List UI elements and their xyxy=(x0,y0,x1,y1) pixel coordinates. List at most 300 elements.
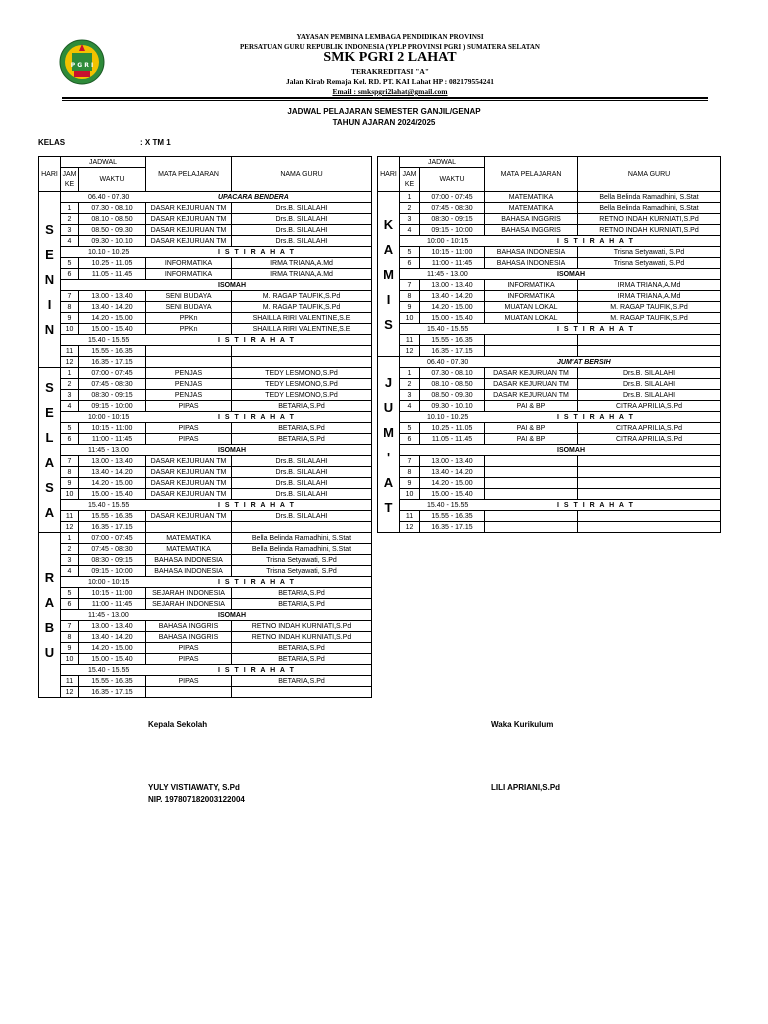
table-row xyxy=(39,577,372,588)
day-letter: L xyxy=(45,430,54,445)
table-row xyxy=(39,258,372,269)
table-row xyxy=(378,511,721,522)
teacher-cell xyxy=(578,522,721,533)
table-row xyxy=(39,599,372,610)
subject-cell: INFORMATIKA xyxy=(485,291,578,302)
jam-cell: 3 xyxy=(61,390,79,401)
jam-cell: 6 xyxy=(400,434,420,445)
subject-cell xyxy=(485,346,578,357)
table-row xyxy=(378,467,721,478)
teacher-cell: RETNO INDAH KURNIATI,S.Pd xyxy=(578,225,721,236)
teacher-cell xyxy=(578,478,721,489)
break-row xyxy=(61,247,372,258)
subject-cell xyxy=(485,467,578,478)
jam-cell: 5 xyxy=(400,423,420,434)
subject-cell: MATEMATIKA xyxy=(146,544,232,555)
break-time: 10.10 - 10.25 xyxy=(88,248,130,256)
table-row xyxy=(39,357,372,368)
teacher-cell xyxy=(232,346,372,357)
jam-cell: 2 xyxy=(400,203,420,214)
break-row xyxy=(61,610,372,621)
teacher-cell: Trisna Setyawati, S.Pd xyxy=(232,555,372,566)
subject-cell: SEJARAH INDONESIA xyxy=(146,599,232,610)
table-row xyxy=(39,687,372,698)
teacher-cell: IRMA TRIANA,A.Md xyxy=(232,269,372,280)
col-jadwal: JADWAL xyxy=(61,157,146,168)
teacher-cell: SHAILLA RIRI VALENTINE,S.E xyxy=(232,324,372,335)
teacher-cell: Drs.B. SILALAHI xyxy=(232,214,372,225)
jam-cell: 10 xyxy=(400,313,420,324)
break-time: 10:00 - 10:15 xyxy=(427,237,469,245)
table-row xyxy=(39,555,372,566)
table-row xyxy=(39,522,372,533)
subject-cell: DASAR KEJURUAN TM xyxy=(146,511,232,522)
teacher-cell: Drs.B. SILALAHI xyxy=(232,489,372,500)
jam-cell: 2 xyxy=(400,379,420,390)
subject-cell: BAHASA INDONESIA xyxy=(485,258,578,269)
table-row xyxy=(39,236,372,247)
time-cell: 07:00 - 07:45 xyxy=(420,192,485,203)
table-row xyxy=(39,533,372,544)
table-row xyxy=(39,302,372,313)
time-cell: 13.00 - 13.40 xyxy=(420,456,485,467)
jam-cell: 3 xyxy=(400,214,420,225)
time-cell: 11.05 - 11.45 xyxy=(79,269,146,280)
day-cell xyxy=(39,192,61,368)
time-cell: 07.30 - 08.10 xyxy=(79,203,146,214)
col-hari: HARI xyxy=(378,157,400,192)
subject-cell: BAHASA INDONESIA xyxy=(146,566,232,577)
break-row xyxy=(400,236,721,247)
break-row xyxy=(61,665,372,676)
time-cell: 15.55 - 16.35 xyxy=(420,335,485,346)
subject-cell xyxy=(485,522,578,533)
jam-cell: 2 xyxy=(61,214,79,225)
table-row xyxy=(378,368,721,379)
teacher-cell: CITRA APRILIA,S.Pd xyxy=(578,401,721,412)
time-cell: 15.00 - 15.40 xyxy=(79,654,146,665)
table-row xyxy=(39,346,372,357)
subject-cell: DASAR KEJURUAN TM xyxy=(146,467,232,478)
subject-cell xyxy=(146,522,232,533)
jam-cell: 11 xyxy=(400,511,420,522)
time-cell: 09:15 - 10:00 xyxy=(79,566,146,577)
subject-cell: SENI BUDAYA xyxy=(146,302,232,313)
break-time: 06.40 - 07.30 xyxy=(88,193,130,201)
time-cell: 15.55 - 16.35 xyxy=(79,511,146,522)
teacher-cell: BETARIA,S.Pd xyxy=(232,599,372,610)
jam-cell: 4 xyxy=(61,566,79,577)
time-cell: 08.50 - 09.30 xyxy=(79,225,146,236)
jam-cell: 9 xyxy=(400,302,420,313)
time-cell: 07:45 - 08:30 xyxy=(79,544,146,555)
table-row xyxy=(39,588,372,599)
jam-cell: 9 xyxy=(61,313,79,324)
table-row xyxy=(39,247,372,258)
jam-cell: 8 xyxy=(400,291,420,302)
time-cell: 14.20 - 15.00 xyxy=(79,643,146,654)
teacher-cell: BETARIA,S.Pd xyxy=(232,434,372,445)
jam-cell: 8 xyxy=(400,467,420,478)
table-row xyxy=(39,478,372,489)
table-row xyxy=(378,269,721,280)
subject-cell: DASAR KEJURUAN TM xyxy=(485,390,578,401)
jam-cell: 7 xyxy=(61,456,79,467)
break-label: I S T I R A H A T xyxy=(557,237,635,245)
teacher-cell: M. RAGAP TAUFIK,S.Pd xyxy=(232,302,372,313)
break-time: 11:45 - 13.00 xyxy=(427,270,468,278)
day-letter: T xyxy=(384,499,393,515)
teacher-cell: Trisna Setyawati, S.Pd xyxy=(232,566,372,577)
table-row xyxy=(378,412,721,423)
time-cell: 16.35 - 17.15 xyxy=(420,522,485,533)
jam-cell: 6 xyxy=(61,434,79,445)
break-time: 10:00 - 10:15 xyxy=(88,413,130,421)
table-row xyxy=(378,324,721,335)
signature-right-name: LILI APRIANI,S.Pd xyxy=(491,783,561,792)
jam-cell: 6 xyxy=(61,599,79,610)
day-letter: A xyxy=(44,505,55,520)
break-label: ISOMAH xyxy=(218,611,246,619)
teacher-cell: Drs.B. SILALAHI xyxy=(232,467,372,478)
subject-cell: MATEMATIKA xyxy=(485,192,578,203)
table-row xyxy=(378,445,721,456)
jam-cell: 12 xyxy=(61,522,79,533)
break-label: ISOMAH xyxy=(557,446,585,454)
table-row xyxy=(39,665,372,676)
table-row xyxy=(39,335,372,346)
table-row xyxy=(39,368,372,379)
table-row xyxy=(39,280,372,291)
table-row xyxy=(378,280,721,291)
teacher-cell xyxy=(578,489,721,500)
time-cell: 13.00 - 13.40 xyxy=(420,280,485,291)
teacher-cell: SHAILLA RIRI VALENTINE,S.E xyxy=(232,313,372,324)
teacher-cell: BETARIA,S.Pd xyxy=(232,654,372,665)
time-cell: 11:00 - 11:45 xyxy=(79,434,146,445)
jam-cell: 10 xyxy=(61,654,79,665)
school-email[interactable]: Email : smkspgri2lahat@gmail.com xyxy=(332,87,448,96)
time-cell: 10:15 - 11:00 xyxy=(420,247,485,258)
time-cell: 14.20 - 15.00 xyxy=(420,302,485,313)
subject-cell: BAHASA INGGRIS xyxy=(485,225,578,236)
jam-cell: 11 xyxy=(61,346,79,357)
time-cell: 14.20 - 15.00 xyxy=(420,478,485,489)
table-row xyxy=(378,225,721,236)
table-row xyxy=(378,313,721,324)
teacher-cell xyxy=(232,687,372,698)
signature-right-title: Waka Kurikulum xyxy=(491,720,554,729)
break-label: UPACARA BENDERA xyxy=(218,193,289,201)
teacher-cell: TEDY LESMONO,S.Pd xyxy=(232,368,372,379)
day-letter: I xyxy=(47,297,52,312)
break-label: ISOMAH xyxy=(218,446,246,454)
table-row xyxy=(39,291,372,302)
day-letter: A xyxy=(44,455,55,470)
time-cell: 14.20 - 15.00 xyxy=(79,313,146,324)
table-row xyxy=(39,511,372,522)
jam-cell: 3 xyxy=(61,555,79,566)
table-row xyxy=(39,324,372,335)
table-row xyxy=(378,500,721,511)
table-row xyxy=(378,291,721,302)
table-row xyxy=(378,522,721,533)
jam-cell: 4 xyxy=(61,236,79,247)
day-letter: S xyxy=(45,480,54,495)
table-row xyxy=(378,258,721,269)
day-letter: J xyxy=(384,374,393,390)
break-row xyxy=(61,412,372,423)
day-letter: U xyxy=(44,645,55,660)
jam-cell: 11 xyxy=(400,335,420,346)
table-row xyxy=(378,434,721,445)
table-row xyxy=(378,203,721,214)
time-cell: 16.35 - 17.15 xyxy=(79,357,146,368)
break-row xyxy=(61,500,372,511)
subject-cell: BAHASA INGGRIS xyxy=(146,621,232,632)
jam-cell: 2 xyxy=(61,379,79,390)
subject-cell: INFORMATIKA xyxy=(146,269,232,280)
teacher-cell: Drs.B. SILALAHI xyxy=(232,456,372,467)
subject-cell xyxy=(485,478,578,489)
time-cell: 15.55 - 16.35 xyxy=(79,346,146,357)
time-cell: 07:45 - 08:30 xyxy=(79,379,146,390)
logo-text: P G R I xyxy=(70,62,94,69)
time-cell: 08.10 - 08.50 xyxy=(420,379,485,390)
teacher-cell: BETARIA,S.Pd xyxy=(232,401,372,412)
table-row xyxy=(378,247,721,258)
col-mapel: MATA PELAJARAN xyxy=(485,157,578,192)
subject-cell: DASAR KEJURUAN TM xyxy=(146,456,232,467)
jam-cell: 7 xyxy=(61,621,79,632)
table-row xyxy=(378,214,721,225)
jam-cell: 8 xyxy=(61,632,79,643)
table-row xyxy=(39,610,372,621)
time-cell: 09.30 - 10.10 xyxy=(420,401,485,412)
break-label: I S T I R A H A T xyxy=(218,413,296,421)
break-label: I S T I R A H A T xyxy=(218,578,296,586)
table-row xyxy=(378,335,721,346)
day-letter: N xyxy=(44,322,55,337)
break-row xyxy=(400,269,721,280)
table-row xyxy=(39,621,372,632)
teacher-cell: CITRA APRILIA,S.Pd xyxy=(578,434,721,445)
teacher-cell: Drs.B. SILALAHI xyxy=(578,390,721,401)
jam-cell: 6 xyxy=(61,269,79,280)
col-guru: NAMA GURU xyxy=(578,157,721,192)
teacher-cell: BETARIA,S.Pd xyxy=(232,588,372,599)
teacher-cell: M. RAGAP TAUFIK,S.Pd xyxy=(232,291,372,302)
jam-cell: 7 xyxy=(400,456,420,467)
time-cell: 13.00 - 13.40 xyxy=(79,621,146,632)
day-letter: ' xyxy=(386,449,391,465)
break-row xyxy=(400,500,721,511)
teacher-cell: Drs.B. SILALAHI xyxy=(232,478,372,489)
kelas-label: KELAS xyxy=(38,138,66,147)
day-letter: U xyxy=(383,399,394,415)
org-line-2: PERSATUAN GURU REPUBLIK INDONESIA (YPLP PROVINSI PGRI ) SUMATERA SELATAN xyxy=(240,43,540,51)
subject-cell xyxy=(485,489,578,500)
col-waktu: WAKTU xyxy=(79,168,146,192)
subject-cell: PENJAS xyxy=(146,368,232,379)
table-row xyxy=(39,643,372,654)
subject-cell: PAI & BP xyxy=(485,401,578,412)
table-row xyxy=(378,192,721,203)
teacher-cell: Bella Belinda Ramadhini, S.Stat xyxy=(232,544,372,555)
break-time: 15.40 - 15.55 xyxy=(88,336,130,344)
subject-cell: PIPAS xyxy=(146,434,232,445)
teacher-cell: TEDY LESMONO,S.Pd xyxy=(232,379,372,390)
time-cell: 13.40 - 14.20 xyxy=(79,302,146,313)
table-row xyxy=(39,434,372,445)
col-jam-ke: JAM KE xyxy=(400,168,420,192)
table-row xyxy=(39,313,372,324)
table-row xyxy=(378,423,721,434)
teacher-cell xyxy=(578,467,721,478)
break-label: I S T I R A H A T xyxy=(557,501,635,509)
teacher-cell: Drs.B. SILALAHI xyxy=(232,236,372,247)
day-letter: A xyxy=(383,474,394,490)
jam-cell: 11 xyxy=(61,511,79,522)
subject-cell: DASAR KEJURUAN TM xyxy=(146,478,232,489)
break-row xyxy=(61,335,372,346)
time-cell: 09:15 - 10:00 xyxy=(79,401,146,412)
day-letter: B xyxy=(44,620,55,635)
time-cell: 07:00 - 07:45 xyxy=(79,533,146,544)
jam-cell: 10 xyxy=(400,489,420,500)
teacher-cell: RETNO INDAH KURNIATI,S.Pd xyxy=(232,632,372,643)
teacher-cell xyxy=(232,357,372,368)
signature-left-name: YULY VISTIAWATY, S.Pd xyxy=(148,783,240,792)
break-row xyxy=(400,445,721,456)
day-letter: S xyxy=(45,380,54,395)
col-jam-ke: JAM KE xyxy=(61,168,79,192)
jam-cell: 3 xyxy=(61,225,79,236)
jam-cell: 11 xyxy=(61,676,79,687)
table-row xyxy=(378,390,721,401)
pgri-logo xyxy=(58,38,106,86)
col-guru: NAMA GURU xyxy=(232,157,372,192)
break-row xyxy=(61,577,372,588)
subject-cell: PIPAS xyxy=(146,423,232,434)
day-letter: E xyxy=(45,247,54,262)
time-cell: 15.00 - 15.40 xyxy=(79,324,146,335)
subject-cell: DASAR KEJURUAN TM xyxy=(485,368,578,379)
teacher-cell: IRMA TRIANA,A.Md xyxy=(232,258,372,269)
break-label: I S T I R A H A T xyxy=(218,248,296,256)
table-row xyxy=(39,489,372,500)
subject-cell xyxy=(485,456,578,467)
time-cell: 07.30 - 08.10 xyxy=(420,368,485,379)
break-time: 11:45 - 13.00 xyxy=(88,611,129,619)
time-cell: 08:30 - 09:15 xyxy=(79,390,146,401)
subject-cell: INFORMATIKA xyxy=(485,280,578,291)
subject-cell: SEJARAH INDONESIA xyxy=(146,588,232,599)
jam-cell: 1 xyxy=(61,203,79,214)
table-row xyxy=(39,456,372,467)
break-time: 06.40 - 07.30 xyxy=(427,358,469,366)
jam-cell: 1 xyxy=(61,368,79,379)
day-letter: S xyxy=(45,222,54,237)
subject-cell: DASAR KEJURUAN TM xyxy=(146,214,232,225)
day-letter: M xyxy=(383,266,394,282)
table-row xyxy=(39,379,372,390)
subject-cell: BAHASA INDONESIA xyxy=(485,247,578,258)
day-letter: A xyxy=(383,241,394,257)
teacher-cell: Bella Belinda Ramadhini, S.Stat xyxy=(578,203,721,214)
teacher-cell: BETARIA,S.Pd xyxy=(232,676,372,687)
jam-cell: 12 xyxy=(61,357,79,368)
jam-cell: 6 xyxy=(400,258,420,269)
table-row xyxy=(378,346,721,357)
table-row xyxy=(39,544,372,555)
day-cell xyxy=(39,533,61,698)
time-cell: 09.30 - 10.10 xyxy=(79,236,146,247)
table-row xyxy=(378,357,721,368)
col-jadwal: JADWAL xyxy=(400,157,485,168)
subject-cell xyxy=(146,687,232,698)
col-mapel: MATA PELAJARAN xyxy=(146,157,232,192)
col-hari: HARI xyxy=(39,157,61,192)
break-label: JUM'AT BERSIH xyxy=(557,358,611,366)
special-event-row xyxy=(400,357,721,368)
time-cell: 16.35 - 17.15 xyxy=(79,522,146,533)
jam-cell: 4 xyxy=(400,225,420,236)
subject-cell: DASAR KEJURUAN TM xyxy=(485,379,578,390)
subject-cell: PIPAS xyxy=(146,676,232,687)
jam-cell: 12 xyxy=(61,687,79,698)
time-cell: 10:15 - 11:00 xyxy=(79,423,146,434)
day-letter: M xyxy=(383,424,394,440)
time-cell: 10.25 - 11.05 xyxy=(79,258,146,269)
break-time: 15.40 - 15.55 xyxy=(88,501,130,509)
break-label: I S T I R A H A T xyxy=(218,501,296,509)
time-cell: 10.25 - 11.05 xyxy=(420,423,485,434)
teacher-cell: Bella Belinda Ramadhini, S.Stat xyxy=(578,192,721,203)
time-cell: 11:00 - 11:45 xyxy=(420,258,485,269)
break-row xyxy=(61,445,372,456)
jam-cell: 12 xyxy=(400,346,420,357)
subject-cell: DASAR KEJURUAN TM xyxy=(146,203,232,214)
day-cell xyxy=(378,357,400,533)
time-cell: 07:45 - 08:30 xyxy=(420,203,485,214)
jam-cell: 9 xyxy=(61,643,79,654)
break-label: ISOMAH xyxy=(218,281,246,289)
day-letter: N xyxy=(44,272,55,287)
jam-cell: 10 xyxy=(61,324,79,335)
jam-cell: 7 xyxy=(61,291,79,302)
time-cell: 15.00 - 15.40 xyxy=(420,313,485,324)
time-cell: 13.00 - 13.40 xyxy=(79,291,146,302)
time-cell: 15.55 - 16.35 xyxy=(79,676,146,687)
table-row xyxy=(39,566,372,577)
subject-cell: PIPAS xyxy=(146,643,232,654)
subject-cell: PAI & BP xyxy=(485,423,578,434)
schedule-table-left xyxy=(38,156,372,698)
table-row xyxy=(39,401,372,412)
time-cell: 13.00 - 13.40 xyxy=(79,456,146,467)
jam-cell: 3 xyxy=(400,390,420,401)
break-time: 15.40 - 15.55 xyxy=(88,666,130,674)
time-cell: 11.05 - 11.45 xyxy=(420,434,485,445)
subject-cell xyxy=(485,511,578,522)
jam-cell: 1 xyxy=(400,368,420,379)
break-row xyxy=(61,280,372,291)
subject-cell: DASAR KEJURUAN TM xyxy=(146,225,232,236)
jam-cell: 9 xyxy=(61,478,79,489)
day-letter: S xyxy=(384,316,393,332)
time-cell: 07:00 - 07:45 xyxy=(79,368,146,379)
